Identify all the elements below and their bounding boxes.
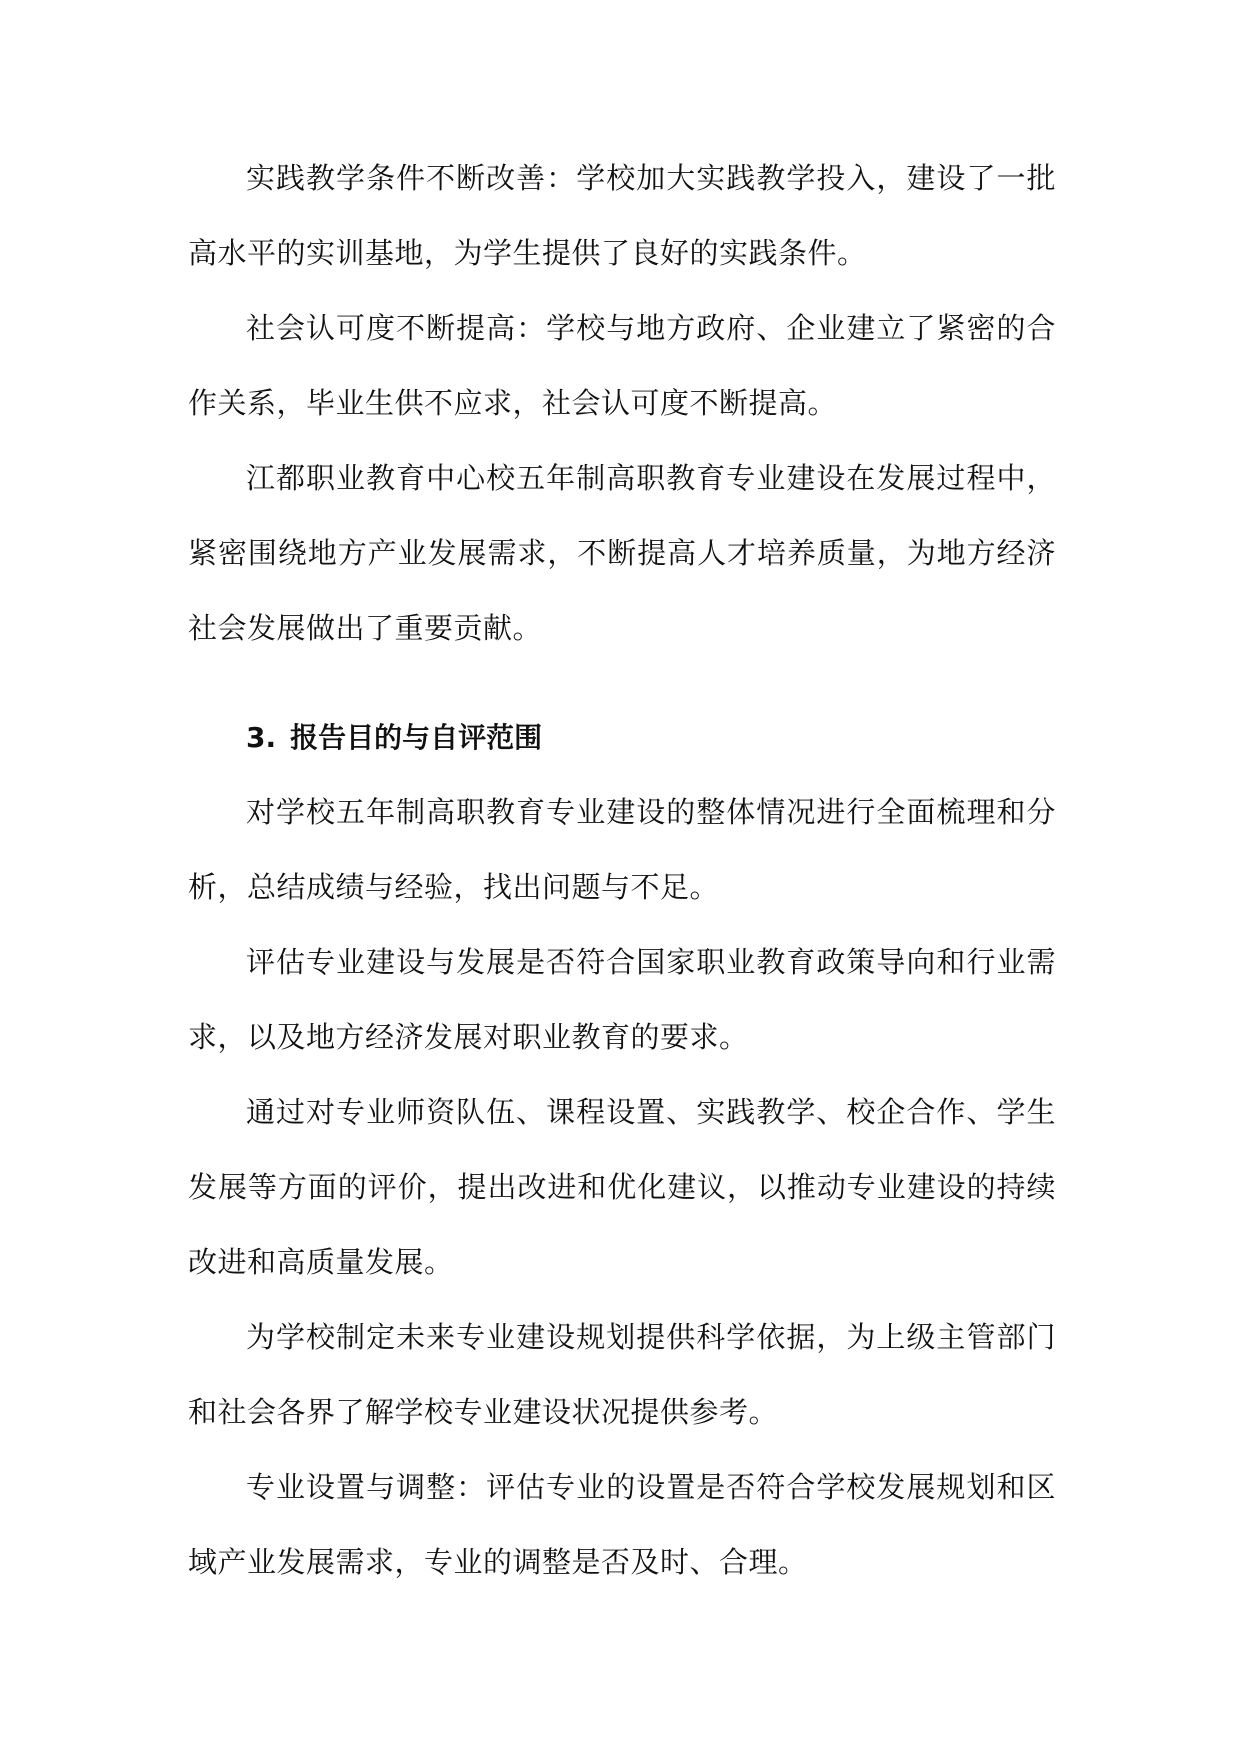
paragraph-planning-basis: 为学校制定未来专业建设规划提供科学依据，为上级主管部门和社会各界了解学校专业建设状况提供参考。 bbox=[188, 1320, 1056, 1429]
paragraph-school-contribution: 江都职业教育中心校五年制高职教育专业建设在发展过程中，紧密围绕地方产业发展需求，不断提高人才培养质量，为地方经济社会发展做出了重要贡献。 bbox=[188, 461, 1056, 645]
paragraph-practice-conditions: 实践教学条件不断改善：学校加大实践教学投入，建设了一批高水平的实训基地，为学生提供了良好的实践条件。 bbox=[188, 161, 1056, 270]
section-title: 报告目的与自评范围 bbox=[290, 721, 543, 754]
paragraph-social-recognition: 社会认可度不断提高：学校与地方政府、企业建立了紧密的合作关系，毕业生供不应求，社会认可度不断提高。 bbox=[188, 311, 1056, 420]
section-number: 3. bbox=[246, 721, 277, 754]
section-heading bbox=[188, 700, 1056, 775]
paragraph-overall-review: 对学校五年制高职教育专业建设的整体情况进行全面梳理和分析，总结成绩与经验，找出问题与不足。 bbox=[188, 795, 1056, 904]
paragraph-policy-assessment: 评估专业建设与发展是否符合国家职业教育政策导向和行业需求，以及地方经济发展对职业教育的要求。 bbox=[188, 945, 1056, 1054]
document-body bbox=[188, 141, 1056, 1600]
paragraph-improvement-suggestions: 通过对专业师资队伍、课程设置、实践教学、校企合作、学生发展等方面的评价，提出改进和优化建议，以推动专业建设的持续改进和高质量发展。 bbox=[188, 1095, 1056, 1279]
paragraph-major-setup: 专业设置与调整：评估专业的设置是否符合学校发展规划和区域产业发展需求，专业的调整是否及时、合理。 bbox=[188, 1470, 1056, 1579]
